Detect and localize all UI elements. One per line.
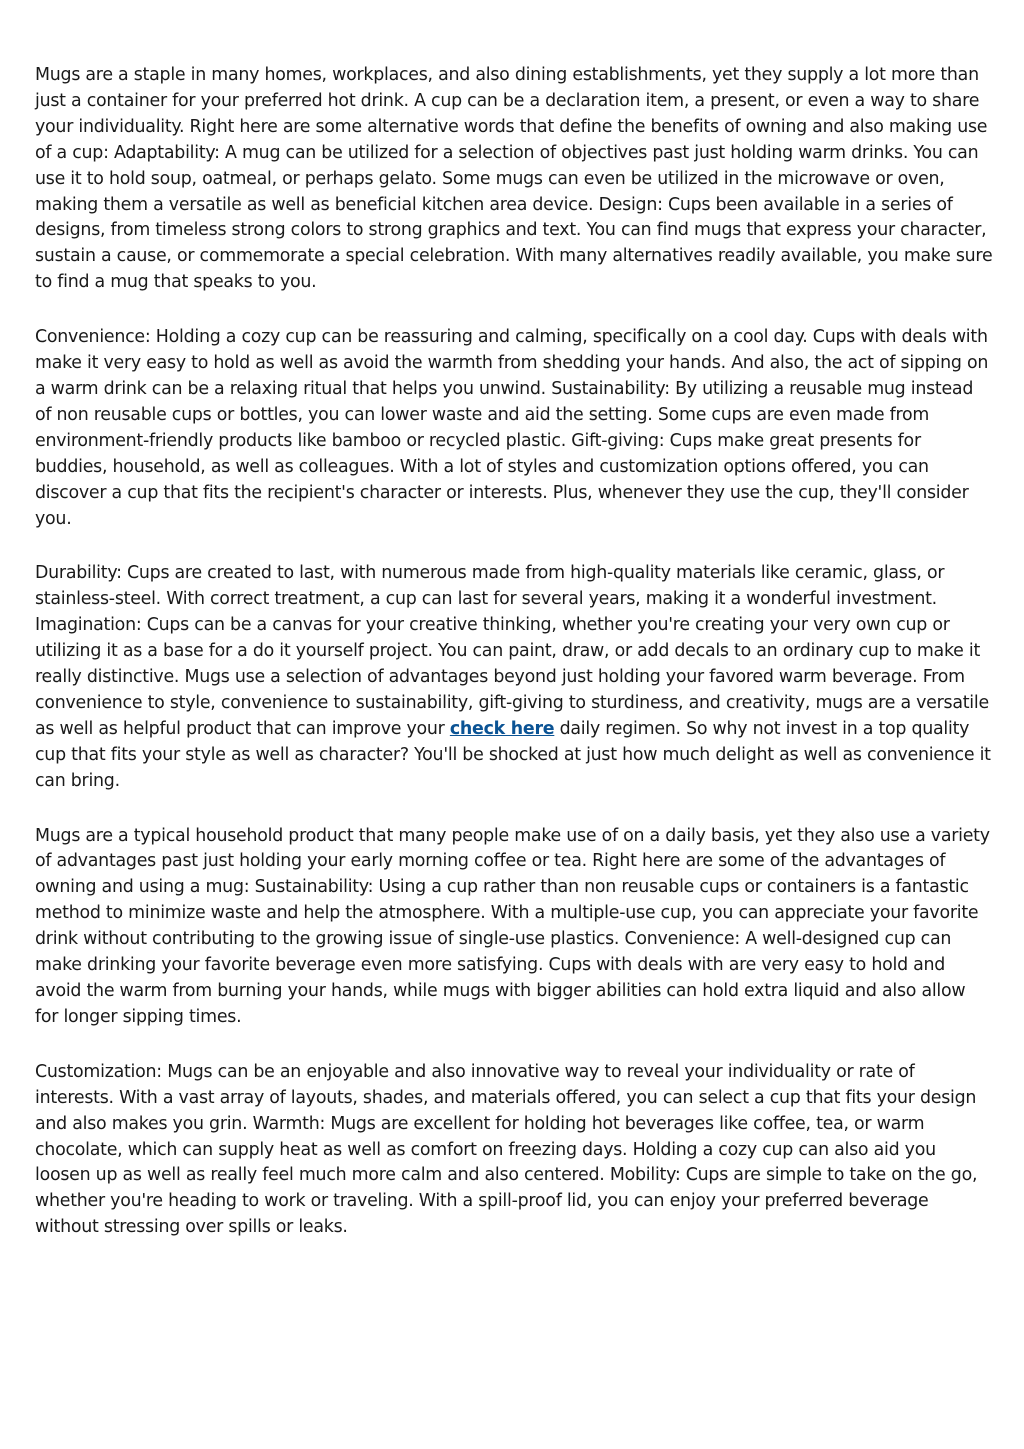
paragraph-convenience-sustainability: Convenience: Holding a cozy cup can be reassuring and calming, specifically on a cool day. Cups with deals with make it very easy to hold as well as avoid the warmth from shedding your hands. And also, the act of sipping on a warm drink can be a relaxing ritual that helps you unwind. Sustainability: By utilizing a reusable mug instead of non reusable cups or bottles, you can lower waste and aid the setting. Some cups are even made from environment-friendly products like bamboo or recycled plastic. Gift-giving: Cups make great presents for buddies, household, as well as colleagues. With a lot of styles and customization options offered, you can discover a cup that fits the recipient's character or interests. Plus, whenever they use the cup, they'll consider you.: [35, 327, 989, 529]
paragraph-adaptability-design: Mugs are a staple in many homes, workplaces, and also dining establishments, yet they supply a lot more than just a container for your preferred hot drink. A cup can be a declaration item, a present, or even a way to share your individuality. Right here are some alternative words that define the benefits of owning and also making use of a cup: Adaptability: A mug can be utilized for a selection of objectives past just holding warm drinks. You can use it to hold soup, oatmeal, or perhaps gelato. Some mugs can even be utilized in the microwave or oven, making them a versatile as well as beneficial kitchen area device. Design: Cups been available in a series of designs, from timeless strong colors to strong graphics and text. You can find mugs that express your character, sustain a cause, or commemorate a special celebration. With many alternatives readily available, you make sure to find a mug that speaks to you.: [35, 65, 993, 293]
check-here-link[interactable]: check here: [449, 718, 555, 739]
paragraph-household-product: Mugs are a typical household product that many people make use of on a daily basis, yet they also use a variety of advantages past just holding your early morning coffee or tea. Right here are some of the advantages of owning and using a mug: Sustainability: Using a cup rather than non reusable cups or containers is a fantastic method to minimize waste and help the atmosphere. With a multiple-use cup, you can appreciate your favorite drink without contributing to the growing issue of single-use plastics. Convenience: A well-designed cup can make drinking your favorite beverage even more satisfying. Cups with deals with are very easy to hold and avoid the warm from burning your hands, while mugs with bigger abilities can hold extra liquid and also allow for longer sipping times.: [35, 825, 990, 1027]
paragraph-customization-warmth: Customization: Mugs can be an enjoyable and also innovative way to reveal your individuality or rate of interests. With a vast array of layouts, shades, and materials offered, you can select a cup that fits your design and also makes you grin. Warmth: Mugs are excellent for holding hot beverages like coffee, tea, or warm chocolate, which can supply heat as well as comfort on freezing days. Holding a cozy cup can also aid you loosen up as well as really feel much more calm and also centered. Mobility: Cups are simple to take on the go, whether you're heading to work or traveling. With a spill-proof lid, you can enjoy your preferred beverage without stressing over spills or leaks.: [35, 1061, 978, 1238]
document-body: [35, 63, 993, 1270]
paragraph-text-before-link: Durability: Cups are created to last, with numerous made from high-quality materials like ceramic, glass, or stainless-steel. With correct treatment, a cup can last for several years, making it a wonderful investment. Imagination: Cups can be a canvas for your creative thinking, whether you're creating your very own cup or utilizing it as a base for a do it yourself project. You can paint, draw, or add decals to an ordinary cup to make it really distinctive. Mugs use a selection of advantages beyond just holding your favored warm beverage. From convenience to style, convenience to sustainability, gift-giving to sturdiness, and creativity, mugs are a versatile as well as helpful product that can improve your: [35, 563, 989, 739]
paragraph-text-after-link: daily regimen. So why not invest in a top quality cup that fits your style as well as character? You'll be shocked at just how much delight as well as convenience it can bring.: [35, 718, 991, 791]
paragraph-durability-imagination: [35, 561, 993, 794]
